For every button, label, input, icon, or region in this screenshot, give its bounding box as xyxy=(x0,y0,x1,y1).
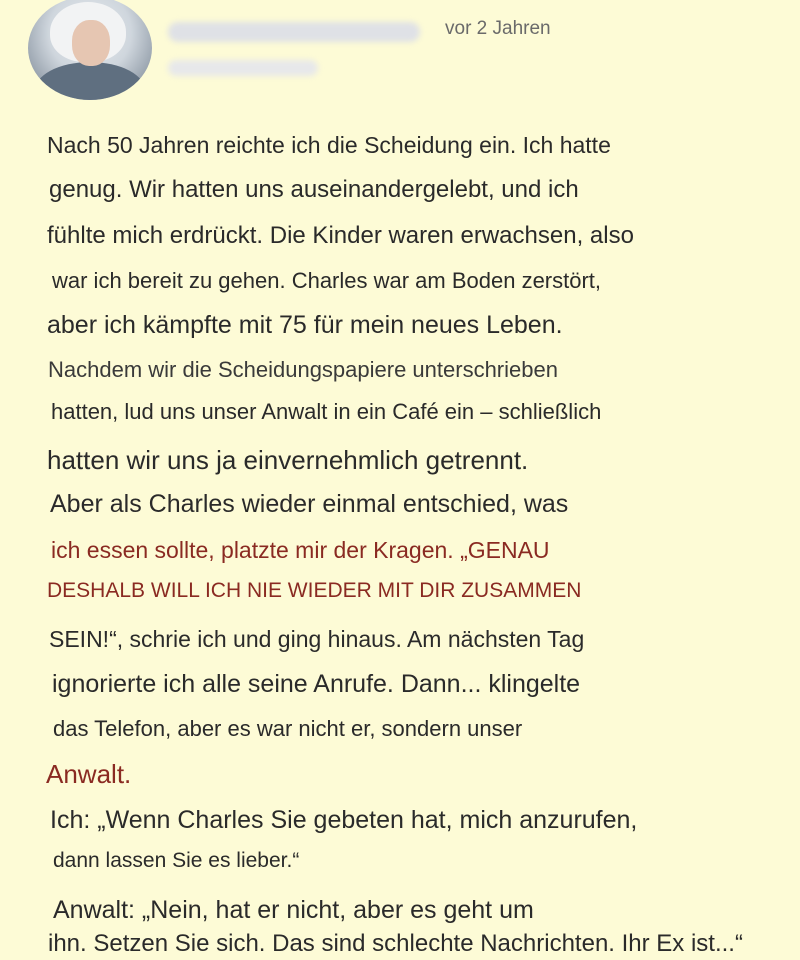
story-line-13: ignorierte ich alle seine Anrufe. Dann... klingelte xyxy=(52,670,581,698)
blurred-author-name[interactable] xyxy=(168,22,420,42)
story-line-1: Nach 50 Jahren reichte ich die Scheidung ein. Ich hatte xyxy=(47,132,611,158)
author-avatar[interactable] xyxy=(28,0,152,100)
story-line-9: Aber als Charles wieder einmal entschied, was xyxy=(50,490,569,518)
story-line-5: aber ich kämpfte mit 75 für mein neues Leben. xyxy=(47,311,563,339)
story-line-7: hatten, lud uns unser Anwalt in ein Café ein – schließlich xyxy=(51,399,602,424)
story-line-2: genug. Wir hatten uns auseinandergelebt, und ich xyxy=(49,176,579,203)
story-line-10: ich essen sollte, platzte mir der Kragen. „GENAU xyxy=(51,537,550,563)
story-line-3: fühlte mich erdrückt. Die Kinder waren erwachsen, also xyxy=(47,222,634,249)
story-line-6: Nachdem wir die Scheidungspapiere unterschrieben xyxy=(48,357,558,382)
story-line-4: war ich bereit zu gehen. Charles war am Boden zerstört, xyxy=(52,268,602,293)
post-timestamp: vor 2 Jahren xyxy=(445,18,551,39)
story-line-14: das Telefon, aber es war nicht er, sondern unser xyxy=(53,716,523,741)
story-line-16: Ich: „Wenn Charles Sie gebeten hat, mich anzurufen, xyxy=(50,806,638,834)
story-line-15: Anwalt. xyxy=(46,759,132,789)
story-line-12: SEIN!“, schrie ich und ging hinaus. Am nächsten Tag xyxy=(49,626,585,652)
avatar-face xyxy=(72,20,110,66)
story-line-11: DESHALB WILL ICH NIE WIEDER MIT DIR ZUSAMMEN xyxy=(47,579,582,602)
story-line-18: Anwalt: „Nein, hat er nicht, aber es geht um xyxy=(53,896,534,924)
story-line-17: dann lassen Sie es lieber.“ xyxy=(53,849,300,872)
blurred-author-handle xyxy=(168,60,318,76)
avatar-shoulders xyxy=(34,62,146,100)
story-line-19-cut-off: ihn. Setzen Sie sich. Das sind schlechte Nachrichten. Ihr Ex ist...“ xyxy=(48,930,743,957)
story-line-8: hatten wir uns ja einvernehmlich getrennt. xyxy=(47,445,529,475)
